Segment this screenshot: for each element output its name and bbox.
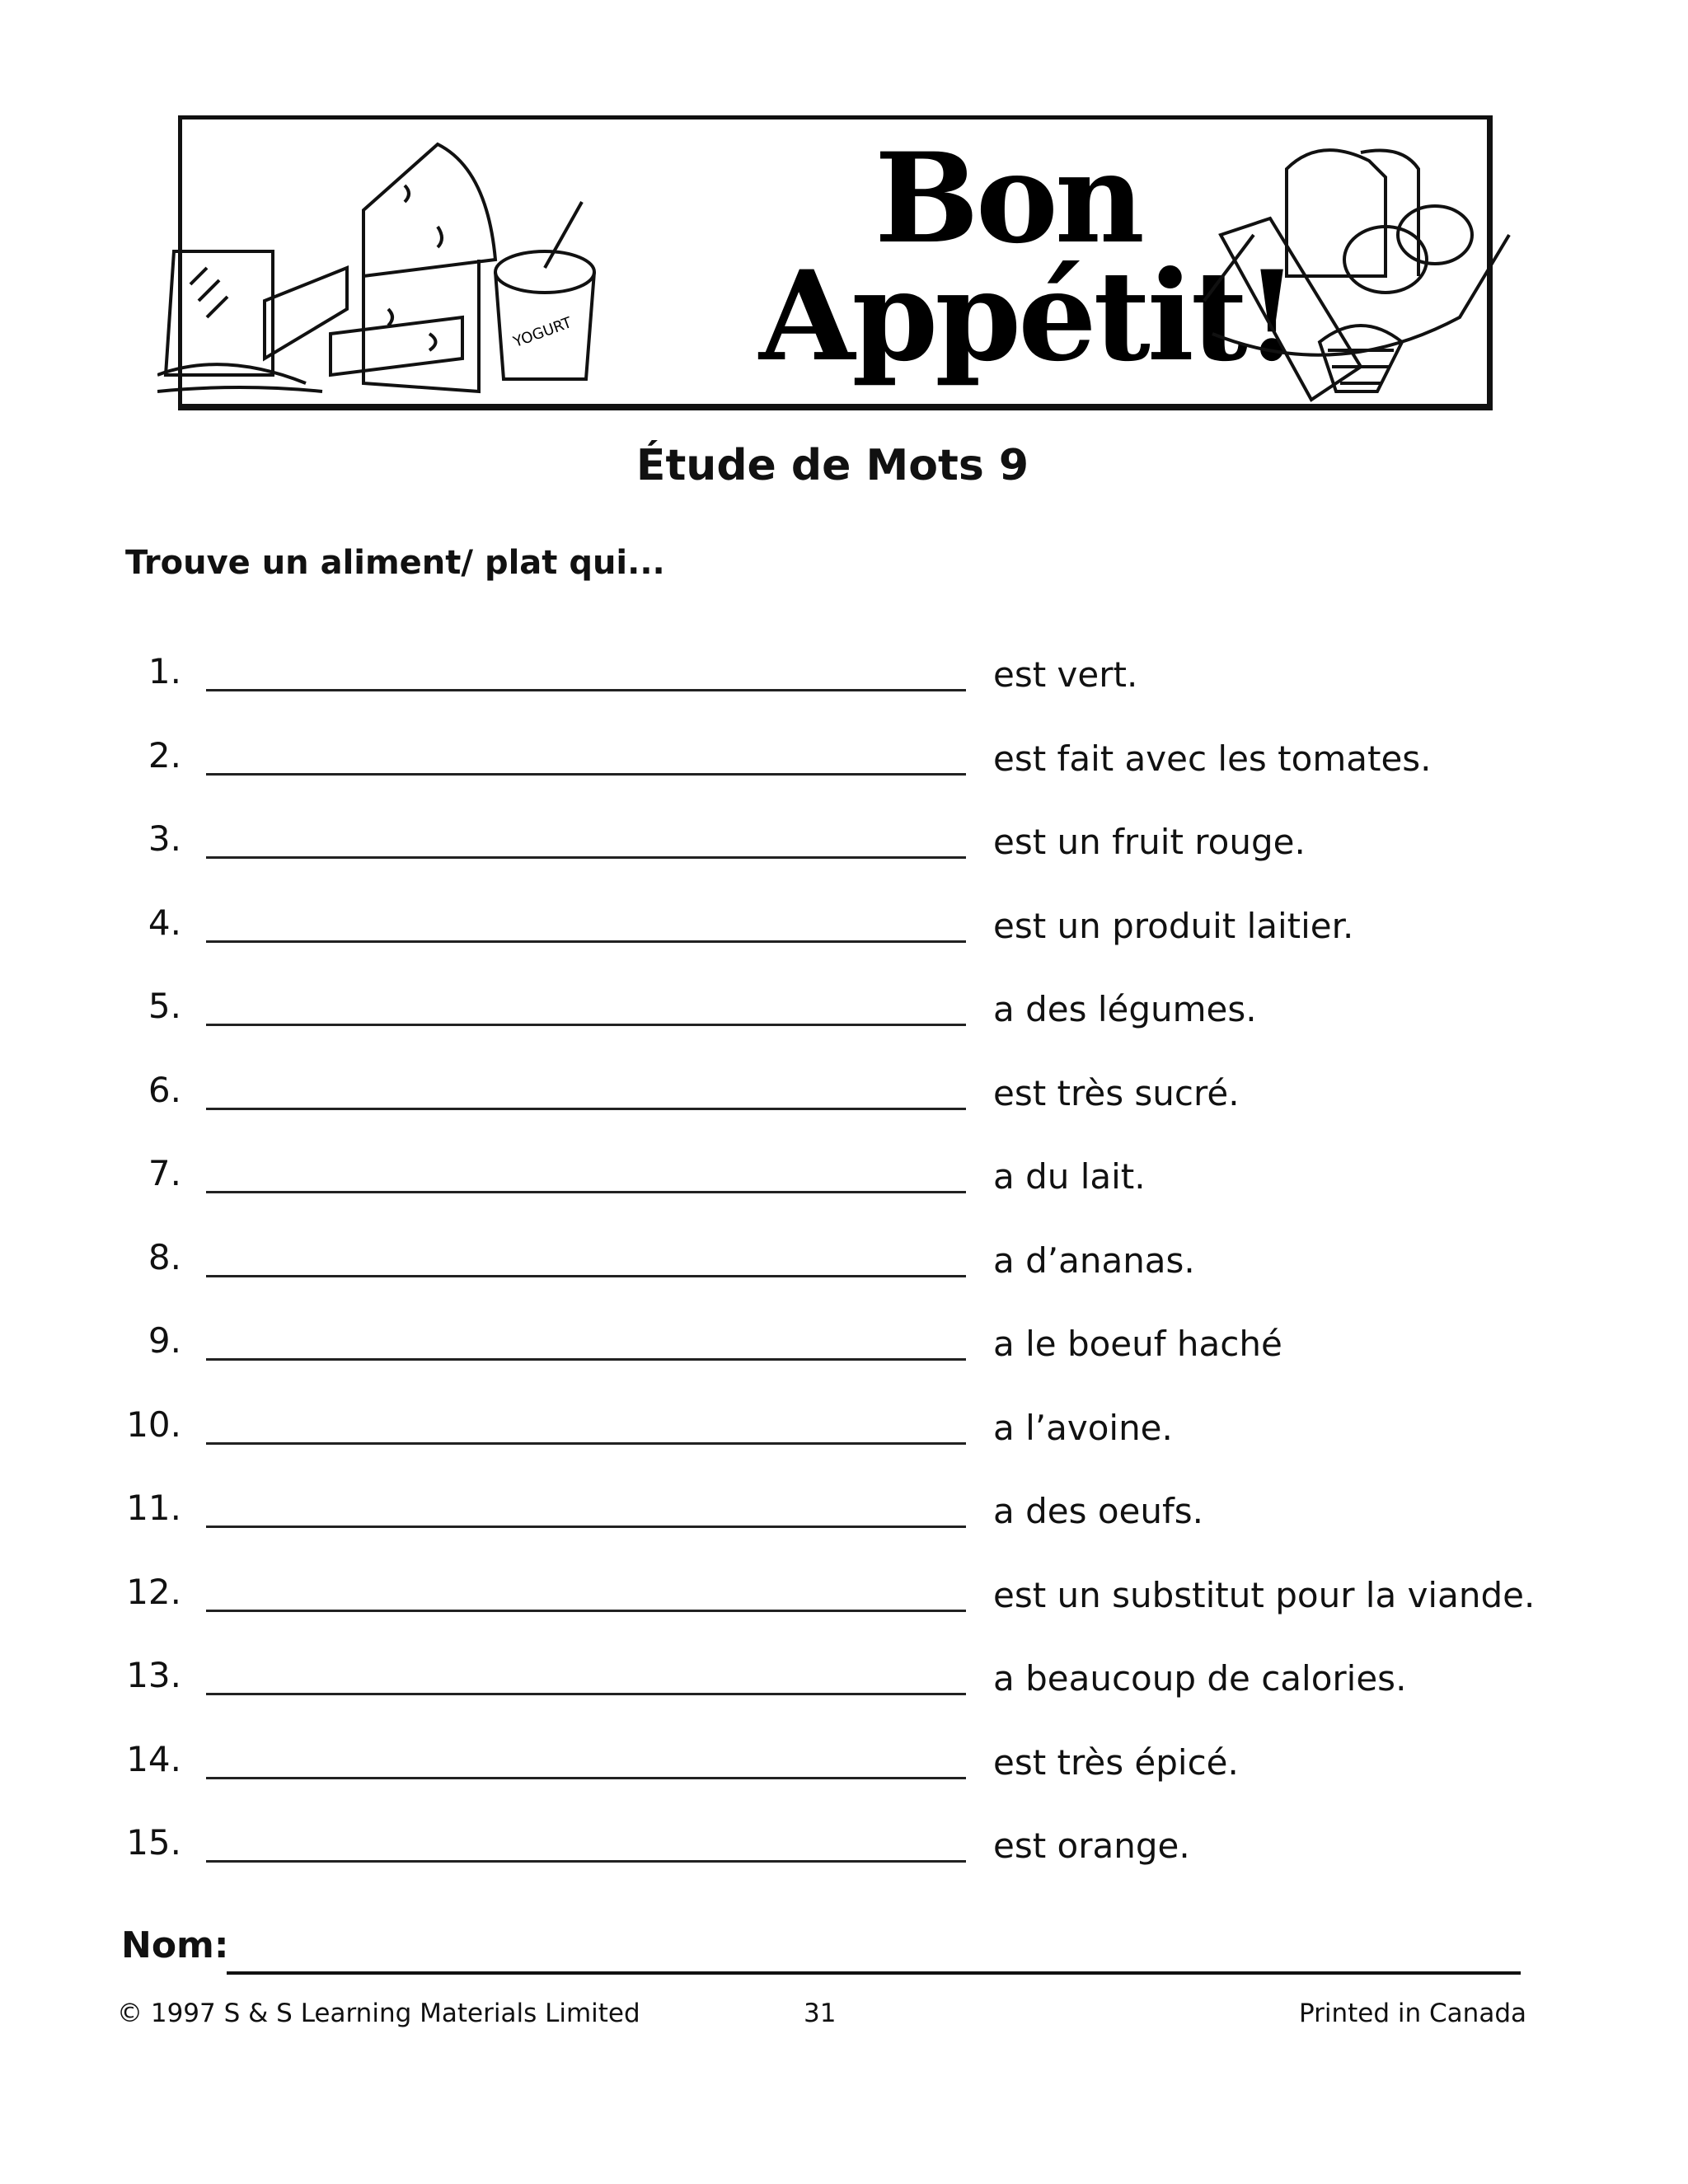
answer-blank[interactable] bbox=[206, 1777, 966, 1779]
page-title: Étude de Mots 9 bbox=[635, 441, 1029, 490]
answer-blank[interactable] bbox=[206, 1526, 966, 1528]
exercise-item bbox=[0, 651, 1688, 717]
item-clue: a des légumes. bbox=[993, 989, 1257, 1029]
instructions: Trouve un aliment/ plat qui... bbox=[125, 544, 665, 582]
item-clue: a beaucoup de calories. bbox=[993, 1658, 1407, 1699]
answer-blank[interactable] bbox=[206, 689, 966, 691]
item-clue: est un fruit rouge. bbox=[993, 822, 1306, 862]
item-number: 11. bbox=[126, 1488, 181, 1528]
answer-blank[interactable] bbox=[206, 1275, 966, 1277]
item-number: 3. bbox=[148, 818, 181, 859]
exercise-item bbox=[0, 986, 1688, 1052]
item-number: 5. bbox=[148, 986, 181, 1026]
item-clue: est fait avec les tomates. bbox=[993, 738, 1432, 779]
item-clue: a l’avoine. bbox=[993, 1407, 1173, 1448]
exercise-item bbox=[0, 1655, 1688, 1721]
exercise-item bbox=[0, 1153, 1688, 1219]
exercise-item bbox=[0, 1572, 1688, 1638]
item-number: 1. bbox=[148, 651, 181, 691]
item-clue: a d’ananas. bbox=[993, 1240, 1195, 1281]
answer-blank[interactable] bbox=[206, 940, 966, 943]
item-number: 7. bbox=[148, 1153, 181, 1193]
exercise-item bbox=[0, 1822, 1688, 1888]
exercise-item bbox=[0, 902, 1688, 968]
item-clue: est très sucré. bbox=[993, 1072, 1240, 1113]
exercise-item bbox=[0, 1739, 1688, 1805]
item-number: 13. bbox=[126, 1655, 181, 1695]
item-number: 14. bbox=[126, 1738, 181, 1779]
exercise-item bbox=[0, 1404, 1688, 1470]
cheese-yogurt-illustration bbox=[157, 128, 668, 408]
exercise-item bbox=[0, 818, 1688, 884]
answer-blank[interactable] bbox=[206, 1693, 966, 1695]
exercise-item bbox=[0, 1237, 1688, 1303]
copyright: © 1997 S & S Learning Materials Limited bbox=[117, 1999, 640, 2028]
item-clue: est un substitut pour la viande. bbox=[993, 1574, 1536, 1615]
answer-blank[interactable] bbox=[206, 1442, 966, 1445]
item-clue: est très épicé. bbox=[993, 1741, 1239, 1783]
answer-blank[interactable] bbox=[206, 1860, 966, 1863]
answer-blank[interactable] bbox=[206, 856, 966, 859]
answer-blank[interactable] bbox=[206, 1191, 966, 1193]
exercise-item bbox=[0, 1070, 1688, 1136]
answer-blank[interactable] bbox=[206, 1024, 966, 1026]
item-clue: est vert. bbox=[993, 654, 1138, 695]
item-number: 8. bbox=[148, 1236, 181, 1277]
item-clue: a des oeufs. bbox=[993, 1491, 1203, 1531]
answer-blank[interactable] bbox=[206, 1358, 966, 1361]
item-number: 6. bbox=[148, 1069, 181, 1110]
answer-blank[interactable] bbox=[206, 773, 966, 776]
name-label: Nom: bbox=[121, 1924, 229, 1966]
page-number: 31 bbox=[804, 1999, 837, 2028]
name-field[interactable] bbox=[227, 1971, 1521, 1975]
item-number: 12. bbox=[126, 1571, 181, 1612]
bread-basket-illustration bbox=[1196, 136, 1526, 408]
printed-in: Printed in Canada bbox=[1299, 1999, 1526, 2028]
exercise-item bbox=[0, 735, 1688, 801]
item-clue: a du lait. bbox=[993, 1156, 1146, 1197]
item-number: 15. bbox=[126, 1822, 181, 1863]
item-clue: est orange. bbox=[993, 1825, 1190, 1866]
item-clue: a le boeuf haché bbox=[993, 1324, 1282, 1364]
answer-blank[interactable] bbox=[206, 1108, 966, 1110]
item-number: 10. bbox=[126, 1404, 181, 1445]
exercise-item bbox=[0, 1320, 1688, 1386]
item-number: 9. bbox=[148, 1320, 181, 1361]
item-number: 4. bbox=[148, 902, 181, 943]
answer-blank[interactable] bbox=[206, 1610, 966, 1612]
item-number: 2. bbox=[148, 734, 181, 776]
exercise-item bbox=[0, 1488, 1688, 1554]
banner-title-line1: Bon bbox=[874, 126, 1142, 271]
banner-title-line2: Appétit! bbox=[759, 243, 1296, 389]
item-clue: est un produit laitier. bbox=[993, 905, 1354, 946]
title-banner bbox=[178, 115, 1493, 410]
yogurt-label: YOGURT bbox=[511, 314, 574, 351]
